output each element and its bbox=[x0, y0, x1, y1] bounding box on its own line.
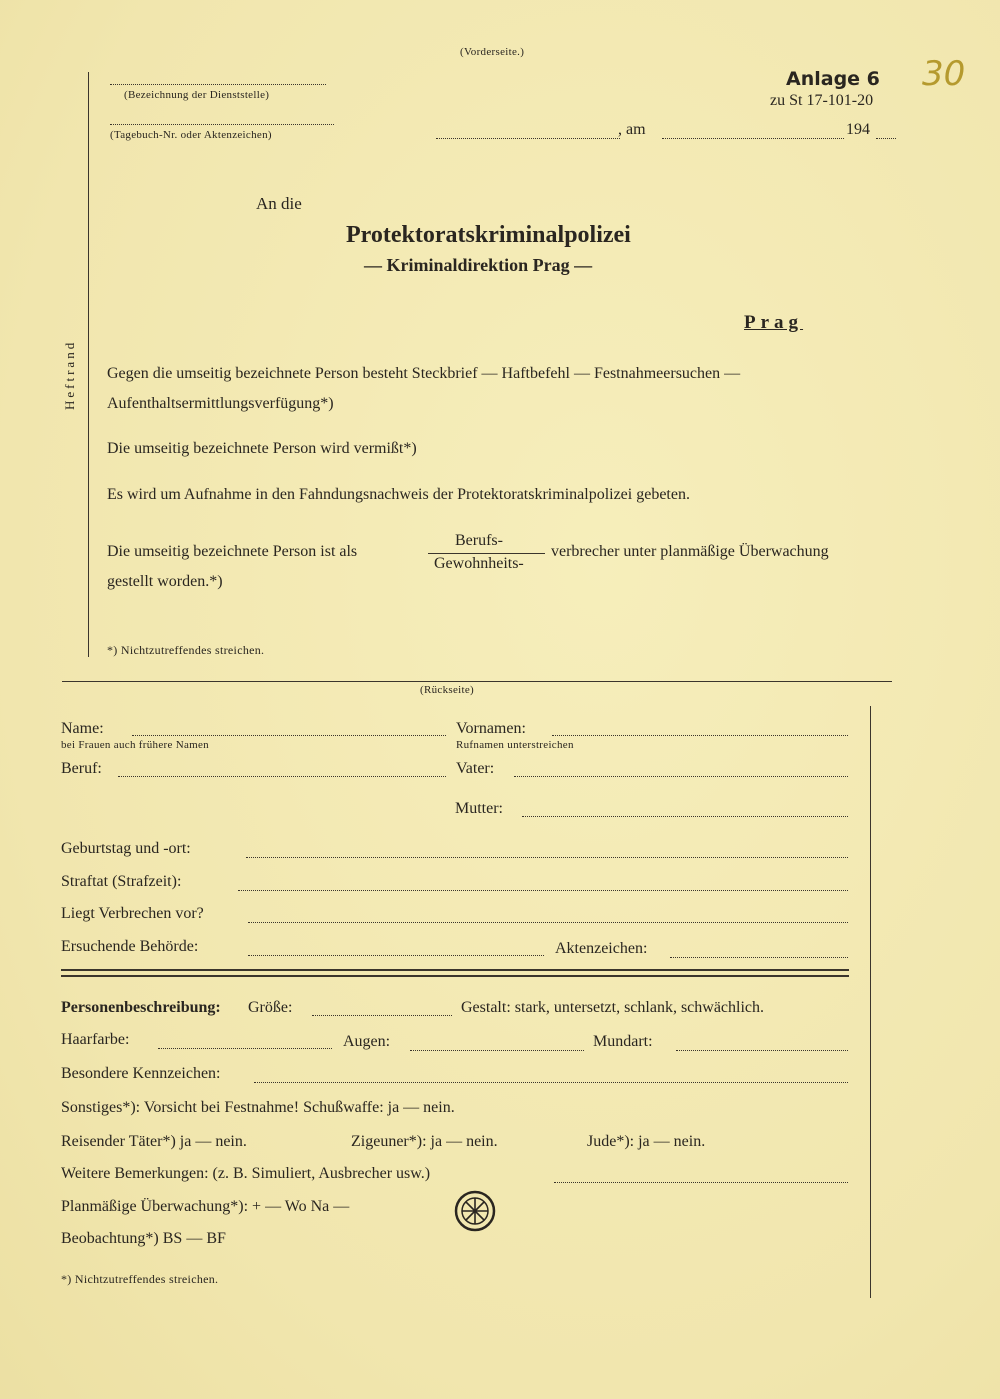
front-side-label: (Vorderseite.) bbox=[460, 46, 525, 58]
beobachtung-line: Beobachtung*) BS — BF bbox=[61, 1230, 226, 1247]
kennzeichen-field[interactable] bbox=[254, 1082, 848, 1083]
geburt-field[interactable] bbox=[246, 857, 848, 858]
mundart-label: Mundart: bbox=[593, 1033, 653, 1050]
aktenzeichen-field[interactable] bbox=[670, 957, 848, 958]
geburt-label: Geburtstag und -ort: bbox=[61, 840, 191, 857]
year-label: 194 bbox=[846, 121, 870, 138]
haarfarbe-label: Haarfarbe: bbox=[61, 1031, 130, 1048]
aktenzeichen-label: Aktenzeichen: bbox=[555, 940, 648, 957]
double-rule-bottom bbox=[61, 975, 849, 977]
para1-line2: Aufenthaltsermittlungsverfügung*) bbox=[107, 395, 334, 412]
bemerkungen-field[interactable] bbox=[554, 1182, 848, 1183]
mutter-label: Mutter: bbox=[455, 800, 503, 817]
addressee-sub: — Kriminaldirektion Prag — bbox=[364, 255, 593, 275]
bemerkungen-label: Weitere Bemerkungen: (z. B. Simuliert, Ausbrecher usw.) bbox=[61, 1165, 431, 1182]
name-label: Name: bbox=[61, 720, 104, 737]
para4-option-berufs: Berufs- bbox=[455, 532, 503, 549]
augen-field[interactable] bbox=[410, 1050, 584, 1051]
back-footnote: *) Nichtzutreffendes streichen. bbox=[61, 1272, 219, 1286]
name-note: bei Frauen auch frühere Namen bbox=[61, 739, 209, 751]
gestalt-text: Gestalt: stark, untersetzt, schlank, schwächlich. bbox=[461, 999, 765, 1016]
handwritten-page-number: 30 bbox=[922, 54, 966, 94]
name-field[interactable] bbox=[132, 735, 446, 736]
para1-line1: Gegen die umseitig bezeichnete Person besteht Steckbrief — Haftbefehl — Festnahmeersuchen — bbox=[107, 365, 741, 382]
para2: Die umseitig bezeichnete Person wird vermißt*) bbox=[107, 440, 417, 457]
anlage-title: Anlage 6 bbox=[786, 68, 880, 90]
wheel-symbol-icon bbox=[454, 1190, 496, 1232]
straftat-field[interactable] bbox=[238, 890, 848, 891]
haarfarbe-field[interactable] bbox=[158, 1048, 332, 1049]
back-side-label: (Rückseite) bbox=[420, 684, 475, 696]
mutter-field[interactable] bbox=[522, 816, 848, 817]
beruf-field[interactable] bbox=[118, 776, 446, 777]
vornamen-label: Vornamen: bbox=[456, 720, 526, 737]
side-divider bbox=[62, 681, 892, 682]
margin-rule bbox=[88, 72, 89, 657]
groesse-field[interactable] bbox=[312, 1015, 452, 1016]
kennzeichen-label: Besondere Kennzeichen: bbox=[61, 1065, 221, 1082]
margin-label: Heftrand bbox=[62, 339, 77, 410]
behoerde-label: Ersuchende Behörde: bbox=[61, 938, 199, 955]
personen-label: Personenbeschreibung: bbox=[61, 999, 221, 1016]
straftat-label: Straftat (Strafzeit): bbox=[61, 873, 182, 890]
verbrechen-label: Liegt Verbrechen vor? bbox=[61, 905, 204, 922]
back-right-rule bbox=[870, 706, 871, 1298]
anlage-ref: zu St 17-101-20 bbox=[770, 92, 874, 109]
jude-option: Jude*): ja — nein. bbox=[587, 1133, 706, 1150]
augen-label: Augen: bbox=[343, 1033, 391, 1050]
year-field[interactable] bbox=[876, 138, 896, 139]
para4-option-gewohnheits: Gewohnheits- bbox=[434, 555, 524, 572]
double-rule-top bbox=[61, 969, 849, 971]
diary-field[interactable] bbox=[110, 124, 334, 125]
mundart-field[interactable] bbox=[676, 1050, 848, 1051]
reisender-option: Reisender Täter*) ja — nein. bbox=[61, 1133, 247, 1150]
addressee: Protektoratskriminalpolizei bbox=[346, 222, 631, 248]
sonstiges-line: Sonstiges*): Vorsicht bei Festnahme! Schußwaffe: ja — nein. bbox=[61, 1099, 455, 1116]
fraction-rule bbox=[428, 553, 545, 554]
date-field[interactable] bbox=[662, 138, 844, 139]
office-field[interactable] bbox=[110, 84, 326, 85]
vater-label: Vater: bbox=[456, 760, 495, 777]
zigeuner-option: Zigeuner*): ja — nein. bbox=[351, 1133, 498, 1150]
para4-suffix: verbrecher unter planmäßige Überwachung bbox=[551, 543, 829, 560]
verbrechen-field[interactable] bbox=[248, 922, 848, 923]
diary-caption: (Tagebuch-Nr. oder Aktenzeichen) bbox=[110, 129, 272, 141]
behoerde-field[interactable] bbox=[248, 955, 544, 956]
office-caption: (Bezeichnung der Dienststelle) bbox=[124, 89, 270, 101]
to-label: An die bbox=[256, 194, 302, 213]
vornamen-note: Rufnamen unterstreichen bbox=[456, 739, 574, 751]
place-field[interactable] bbox=[436, 138, 620, 139]
city: Prag bbox=[744, 312, 804, 333]
beruf-label: Beruf: bbox=[61, 760, 102, 777]
para3: Es wird um Aufnahme in den Fahndungsnachweis der Protektoratskriminalpolizei gebeten. bbox=[107, 486, 690, 503]
planmaessig-line: Planmäßige Überwachung*): + — Wo Na — bbox=[61, 1198, 350, 1215]
groesse-label: Größe: bbox=[248, 999, 293, 1016]
vornamen-field[interactable] bbox=[552, 735, 848, 736]
am-label: , am bbox=[618, 121, 646, 138]
para4-line2: gestellt worden.*) bbox=[107, 573, 223, 590]
para4-prefix: Die umseitig bezeichnete Person ist als bbox=[107, 543, 358, 560]
vater-field[interactable] bbox=[514, 776, 848, 777]
front-footnote: *) Nichtzutreffendes streichen. bbox=[107, 643, 265, 657]
